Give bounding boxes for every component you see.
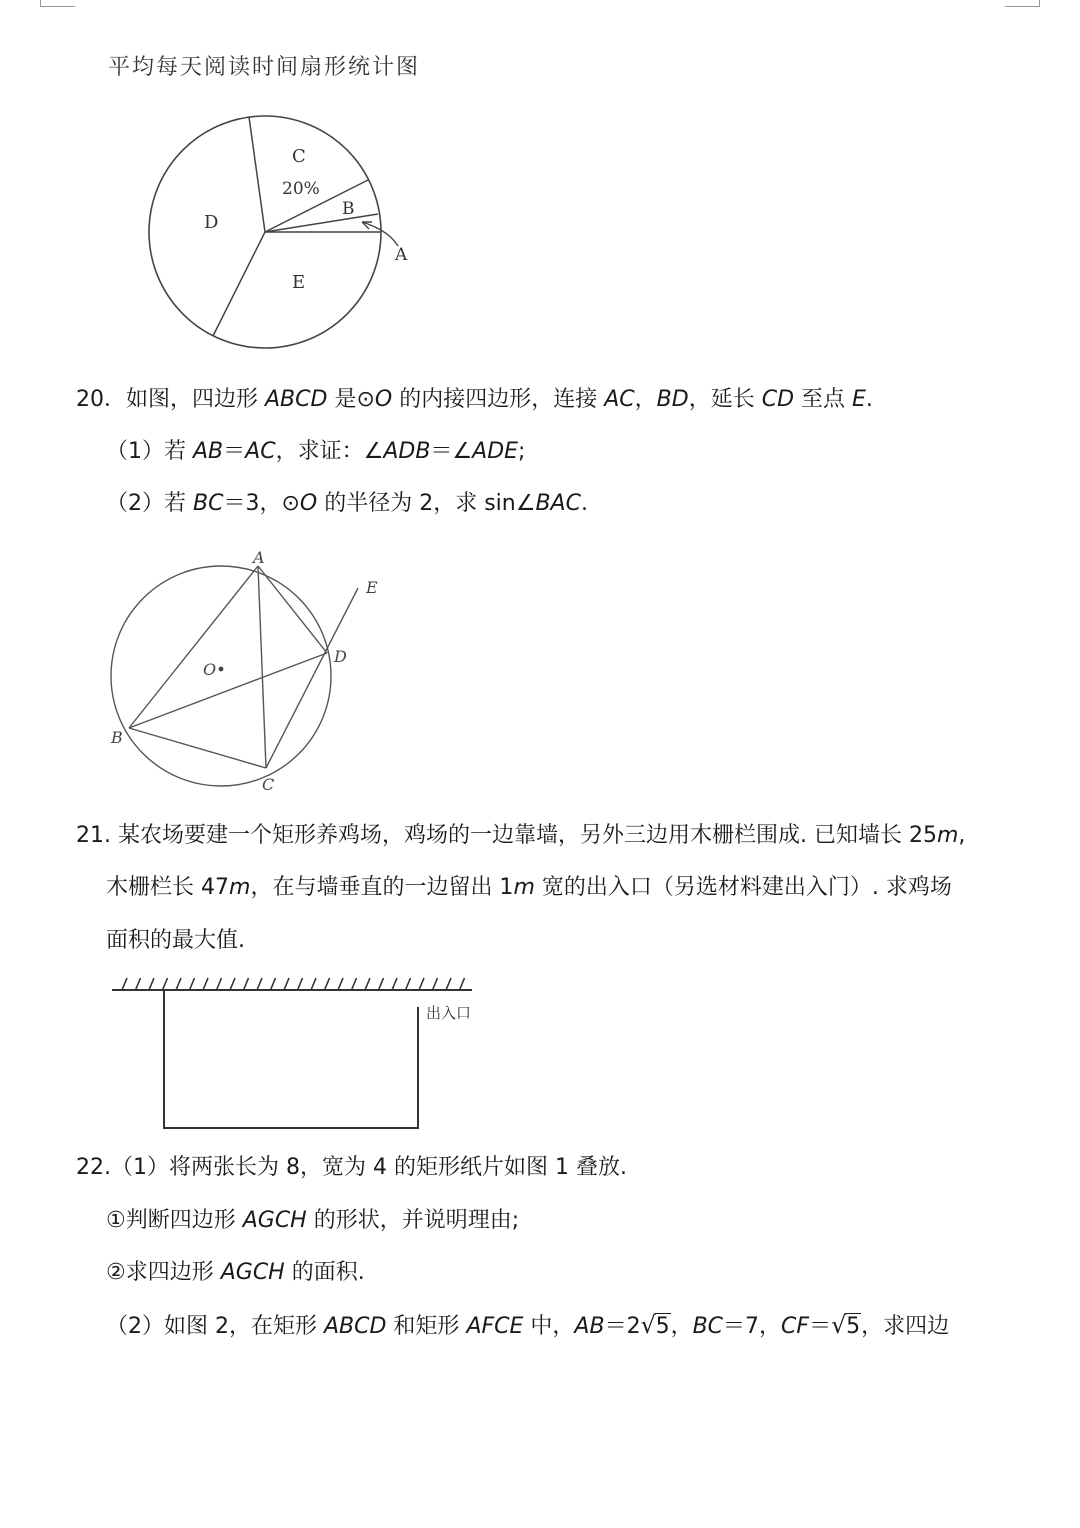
label-e: E xyxy=(366,578,378,597)
label-d: D xyxy=(334,647,347,666)
pie-chart-title: 平均每天阅读时间扇形统计图 xyxy=(108,55,421,80)
label-c: C xyxy=(262,775,275,794)
pie-boundary-e-d xyxy=(213,232,265,336)
wall-hatch-mark xyxy=(311,978,316,990)
q20-stem: 20．如图，四边形 ABCD 是⊙O 的内接四边形，连接 AC，BD，延长 CD 至点 E. xyxy=(76,387,873,412)
q21-line1: 21. 某农场要建一个矩形养鸡场，鸡场的一边靠墙，另外三边用木栅栏围成. 已知墙长 25m, xyxy=(76,823,966,848)
wall-hatch-mark xyxy=(406,978,411,990)
wall-hatch-mark xyxy=(203,978,208,990)
segment-ad xyxy=(258,566,327,653)
wall-hatch-mark xyxy=(352,978,357,990)
wall-hatch-mark xyxy=(284,978,289,990)
wall-hatch-mark xyxy=(163,978,168,990)
pie-label-b: B xyxy=(342,199,355,219)
wall-hatch-mark xyxy=(190,978,195,990)
wall-hatch-mark xyxy=(230,978,235,990)
wall-hatch-mark xyxy=(298,978,303,990)
pie-label-c: C xyxy=(292,146,306,167)
wall-hatch-mark xyxy=(460,978,465,990)
q22-line3: ②求四边形 AGCH 的面积. xyxy=(106,1260,365,1285)
wall-hatch-mark xyxy=(244,978,249,990)
label-b: B xyxy=(111,728,123,747)
q21-line3: 面积的最大值. xyxy=(106,928,245,953)
wall-hatch-mark xyxy=(379,978,384,990)
pie-label-a: A xyxy=(395,245,408,265)
q22-line2: ①判断四边形 AGCH 的形状，并说明理由; xyxy=(106,1208,520,1233)
entrance-label: 出入口 xyxy=(426,1004,472,1022)
page-corner-mark-left xyxy=(40,0,75,7)
fence-outline xyxy=(164,990,418,1128)
wall-hatch-mark xyxy=(217,978,222,990)
pie-boundary-d-c xyxy=(249,117,265,232)
wall-hatch-mark xyxy=(257,978,262,990)
wall-hatch-mark xyxy=(122,978,127,990)
label-a: A xyxy=(253,548,265,567)
q20-circle-figure xyxy=(100,540,400,800)
wall-hatch-mark xyxy=(446,978,451,990)
wall-hatch-mark xyxy=(136,978,141,990)
q22-line4: （2）如图 2，在矩形 ABCD 和矩形 AFCE 中，AB＝2 √ 5，BC＝7，CF＝ √ 5，求四边 xyxy=(106,1312,949,1342)
label-o: O xyxy=(203,660,217,679)
wall-hatch-mark xyxy=(419,978,424,990)
q21-line2: 木栅栏长 47m，在与墙垂直的一边留出 1m 宽的出入口（另选材料建出入门）. 求鸡场 xyxy=(106,875,952,900)
q20-part2: （2）若 BC＝3，⊙O 的半径为 2，求 sin∠BAC. xyxy=(106,491,588,516)
center-point-o xyxy=(219,667,224,672)
wall-hatch-mark xyxy=(149,978,154,990)
q21-chicken-farm-figure xyxy=(105,970,505,1135)
wall-hatch-mark xyxy=(176,978,181,990)
q20-part1: （1）若 AB＝AC，求证：∠ADB＝∠ADE; xyxy=(106,439,526,464)
q20-number: 20． xyxy=(76,387,126,412)
wall-hatch-mark xyxy=(365,978,370,990)
sqrt-5-a: √ 5 xyxy=(640,1311,670,1339)
page-corner-mark-right xyxy=(1005,0,1040,7)
wall-hatch-mark xyxy=(325,978,330,990)
q22-line1: 22.（1）将两张长为 8，宽为 4 的矩形纸片如图 1 叠放. xyxy=(76,1155,627,1180)
circle-o xyxy=(111,566,331,786)
segment-ac xyxy=(258,566,266,768)
wall-hatch-mark xyxy=(433,978,438,990)
wall-hatching xyxy=(122,978,465,990)
pie-label-c-percent: 20% xyxy=(282,179,320,199)
pie-label-e: E xyxy=(292,272,306,293)
segment-bc xyxy=(129,728,266,768)
pie-chart-figure xyxy=(130,100,430,360)
pie-label-d: D xyxy=(204,212,219,233)
wall-hatch-mark xyxy=(271,978,276,990)
sqrt-5-b: √ 5 xyxy=(831,1311,861,1339)
wall-hatch-mark xyxy=(338,978,343,990)
wall-hatch-mark xyxy=(392,978,397,990)
